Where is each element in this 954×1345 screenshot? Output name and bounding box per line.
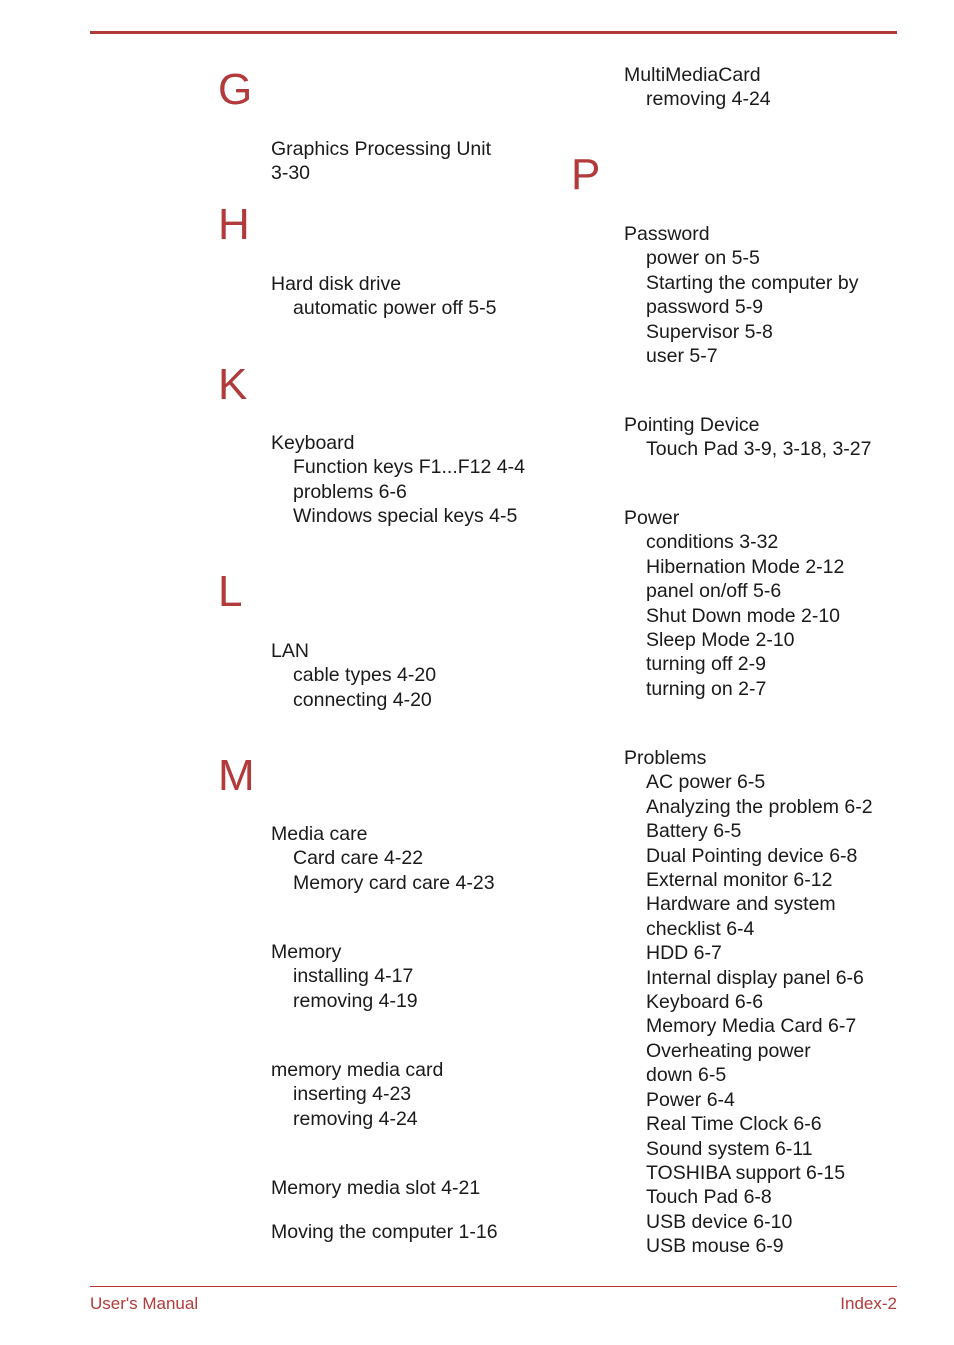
index-subentry: Overheating power (646, 1039, 811, 1062)
index-subentry: HDD 6-7 (646, 942, 722, 965)
index-subentry: Real Time Clock 6-6 (646, 1113, 822, 1136)
footer-rule (90, 1286, 897, 1287)
index-term: Password (624, 223, 710, 245)
index-subentry: checklist 6-4 (646, 917, 755, 940)
index-entry (624, 413, 871, 462)
index-entry (271, 940, 418, 1013)
index-subentry: Touch Pad 3-9, 3-18, 3-27 (646, 438, 872, 461)
index-subentry: Analyzing the problem 6-2 (646, 795, 873, 818)
index-subentry: conditions 3-32 (646, 531, 779, 554)
index-subentry: Internal display panel 6-6 (646, 966, 864, 989)
index-subentry: Card care 4-22 (293, 847, 424, 870)
index-subentry: Touch Pad 6-8 (646, 1186, 772, 1209)
section-letter: G (218, 65, 253, 114)
index-subentry: removing 4-24 (646, 88, 771, 111)
index-term: Memory media slot 4-21 (271, 1177, 481, 1199)
index-term-continuation: 3-30 (271, 162, 311, 185)
index-subentry: turning on 2-7 (646, 677, 767, 700)
section-letter: P (571, 150, 601, 199)
index-entry (624, 63, 771, 112)
index-subentry: Battery 6-5 (646, 820, 742, 843)
index-entry (271, 1220, 498, 1244)
index-subentry: installing 4-17 (293, 965, 414, 988)
index-subentry: Dual Pointing device 6-8 (646, 844, 858, 867)
index-subentry: removing 4-19 (293, 989, 418, 1012)
index-entry (271, 272, 496, 321)
index-subentry: cable types 4-20 (293, 664, 437, 687)
section-letter: K (218, 360, 248, 409)
index-entry (624, 746, 873, 1259)
index-subentry: Sound system 6-11 (646, 1137, 813, 1160)
index-subentry: Shut Down mode 2-10 (646, 604, 841, 627)
section-letter: H (218, 200, 250, 249)
index-subentry: down 6-5 (646, 1064, 727, 1087)
index-term: Problems (624, 747, 707, 769)
index-term: Keyboard (271, 432, 355, 454)
index-subentry: AC power 6-5 (646, 771, 766, 794)
index-term: Media care (271, 823, 368, 845)
index-subentry: Memory Media Card 6-7 (646, 1015, 857, 1038)
index-subentry: Keyboard 6-6 (646, 991, 764, 1014)
index-entry (271, 1058, 443, 1131)
index-term: MultiMediaCard (624, 64, 761, 86)
index-entry (271, 822, 495, 895)
index-entry (271, 431, 525, 529)
index-subentry: power on 5-5 (646, 247, 760, 270)
index-entry (624, 506, 844, 701)
index-term: memory media card (271, 1059, 444, 1081)
index-term: Moving the computer 1-16 (271, 1221, 498, 1243)
section-letter: M (218, 751, 255, 800)
index-entry (271, 639, 436, 712)
index-subentry: Hibernation Mode 2-12 (646, 555, 845, 578)
index-subentry: Power 6-4 (646, 1088, 735, 1111)
index-subentry: turning off 2-9 (646, 653, 766, 676)
index-subentry: password 5-9 (646, 296, 764, 319)
index-subentry: user 5-7 (646, 345, 718, 368)
index-term: Pointing Device (624, 414, 760, 436)
index-term: Power (624, 507, 680, 529)
index-subentry: Windows special keys 4-5 (293, 505, 518, 528)
index-subentry: Function keys F1...F12 4-4 (293, 456, 525, 479)
header-rule (90, 31, 897, 34)
footer-manual-title: User's Manual (90, 1294, 199, 1313)
index-subentry: inserting 4-23 (293, 1083, 412, 1106)
index-subentry: panel on/off 5-6 (646, 580, 782, 603)
index-subentry: External monitor 6-12 (646, 869, 833, 892)
index-entry (271, 1176, 480, 1200)
index-subentry: Hardware and system (646, 893, 836, 916)
index-subentry: problems 6-6 (293, 480, 407, 503)
index-term: Graphics Processing Unit (271, 138, 492, 160)
index-subentry: Starting the computer by (646, 271, 859, 294)
index-term: Hard disk drive (271, 273, 402, 295)
section-letter: L (218, 567, 243, 616)
index-subentry: automatic power off 5-5 (293, 297, 497, 320)
index-subentry: Supervisor 5-8 (646, 320, 773, 343)
index-entry (271, 137, 491, 186)
index-term: Memory (271, 941, 342, 963)
footer-page-number: Index-2 (840, 1294, 897, 1313)
index-term: LAN (271, 640, 309, 662)
index-subentry: TOSHIBA support 6-15 (646, 1161, 846, 1184)
index-subentry: USB mouse 6-9 (646, 1235, 784, 1258)
index-subentry: connecting 4-20 (293, 688, 432, 711)
index-subentry: Sleep Mode 2-10 (646, 629, 795, 652)
index-subentry: removing 4-24 (293, 1107, 418, 1130)
index-subentry: Memory card care 4-23 (293, 871, 495, 894)
index-entry (624, 222, 858, 368)
index-subentry: USB device 6-10 (646, 1210, 793, 1233)
